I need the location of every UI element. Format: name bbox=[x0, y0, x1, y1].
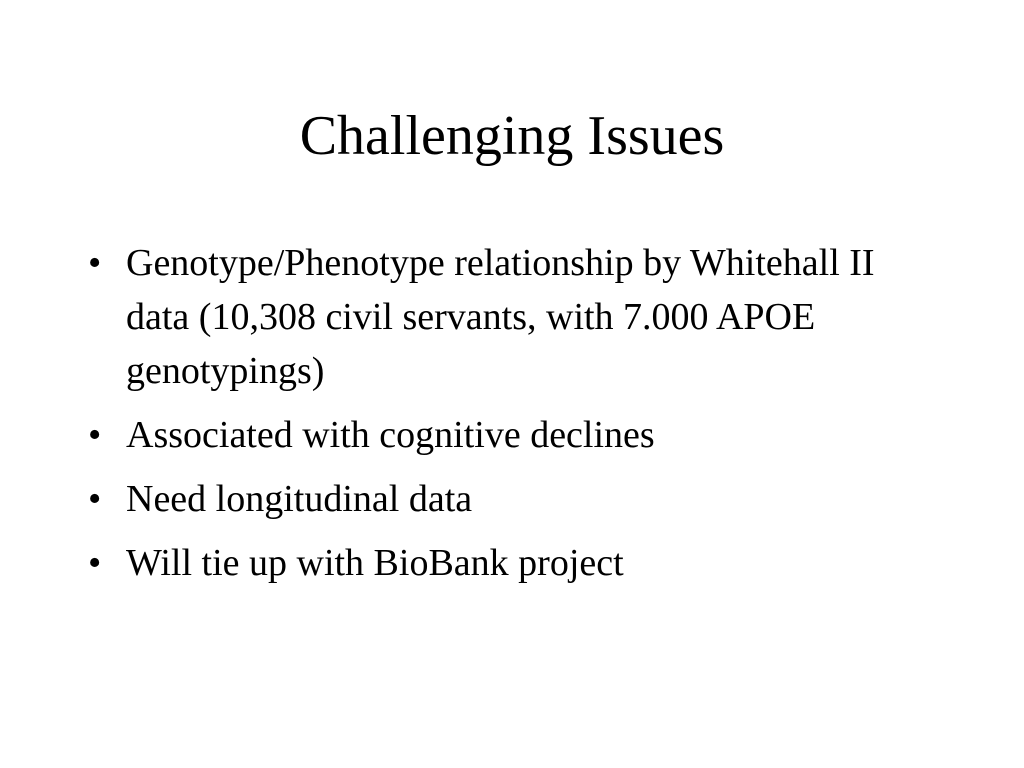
slide-title: Challenging Issues bbox=[299, 105, 725, 167]
bullet-item bbox=[88, 408, 888, 462]
bullet-icon: • bbox=[88, 242, 102, 284]
bullet-item bbox=[88, 236, 888, 398]
bullet-icon: • bbox=[88, 478, 102, 520]
bullet-icon: • bbox=[88, 414, 102, 456]
bullet-item bbox=[88, 536, 888, 590]
bullet-text: Associated with cognitive declines bbox=[126, 414, 655, 456]
bullet-item bbox=[88, 472, 888, 526]
bullet-list bbox=[88, 236, 888, 600]
bullet-text: Need longitudinal data bbox=[126, 478, 473, 520]
bullet-text: Will tie up with BioBank project bbox=[126, 542, 624, 584]
bullet-text: Genotype/Phenotype relationship by Whitehall II data (10,308 civil servants, with 7.000 APOE genotypings) bbox=[126, 242, 875, 392]
bullet-icon: • bbox=[88, 542, 102, 584]
